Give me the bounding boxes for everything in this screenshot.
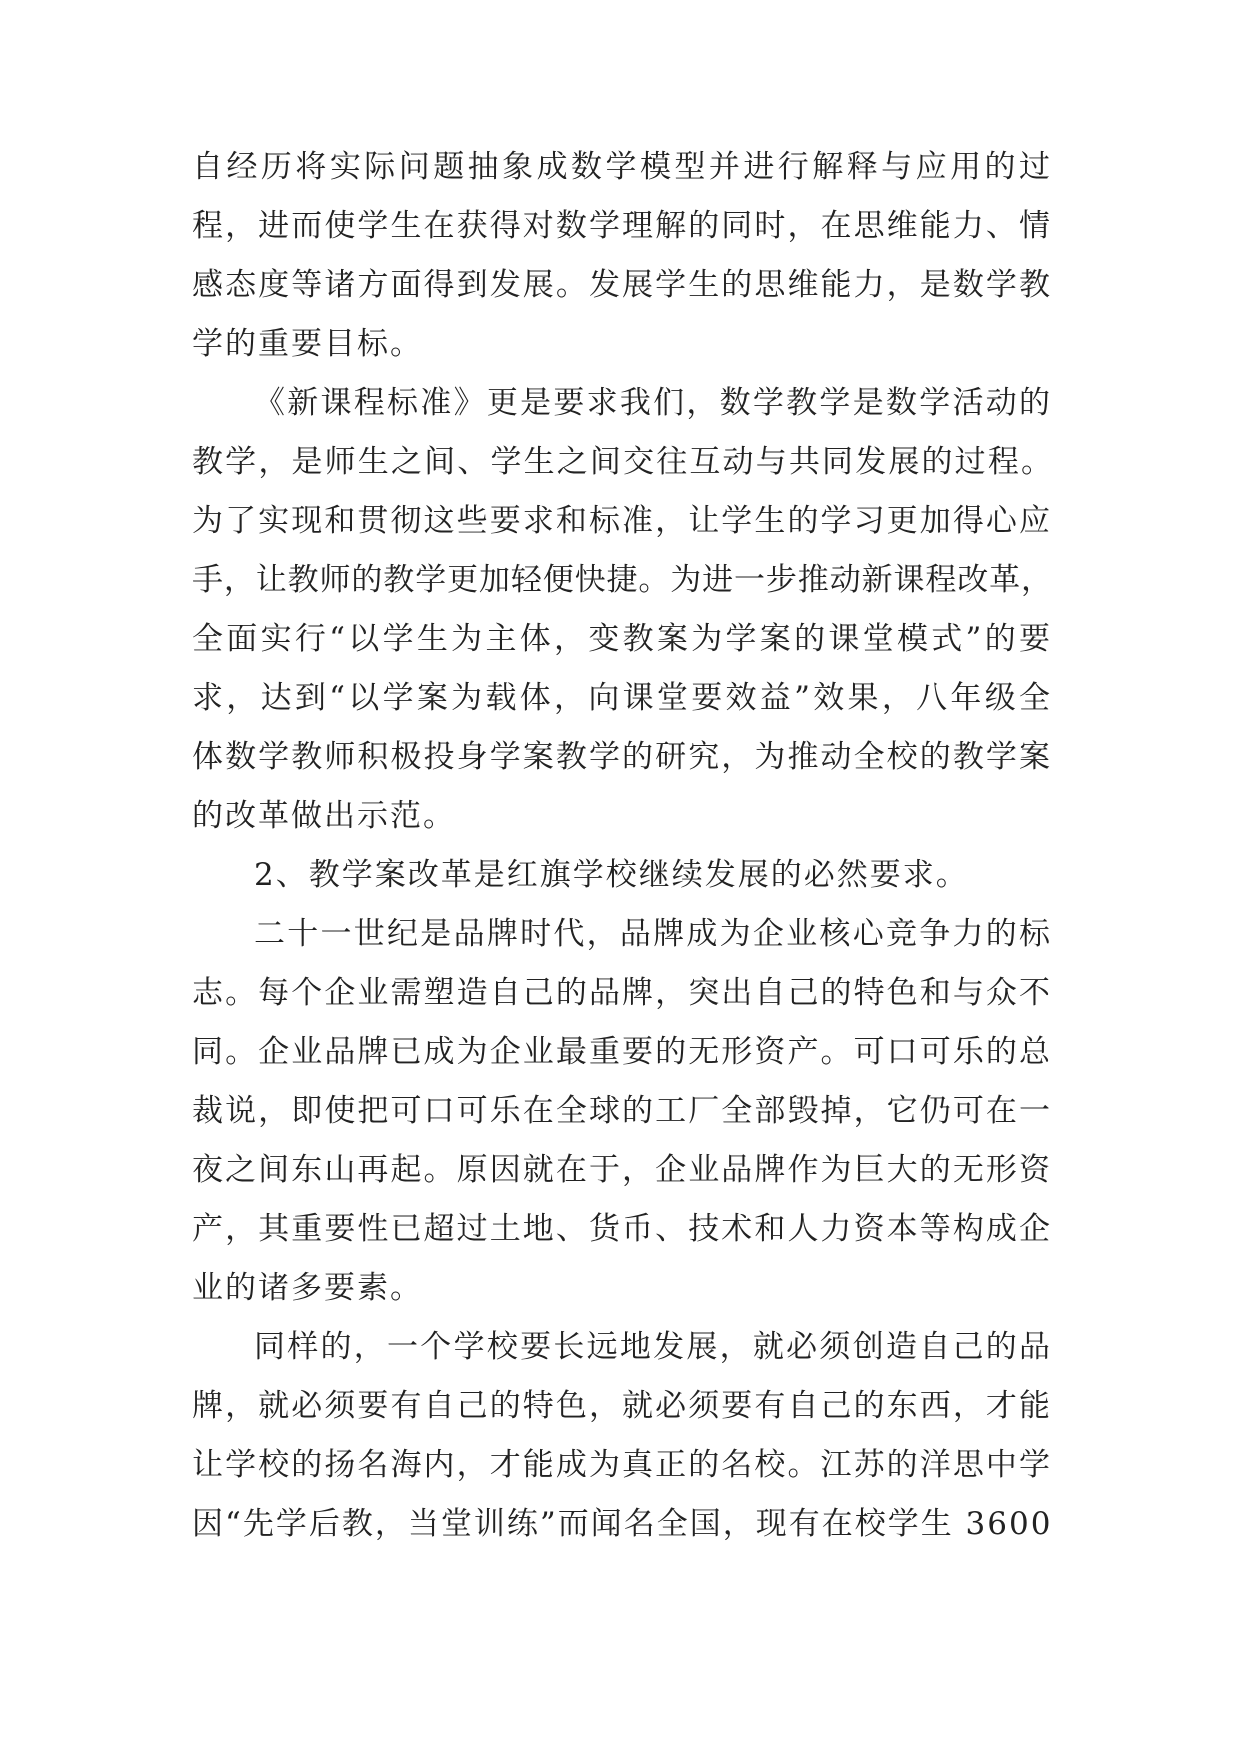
text-line: 让学校的扬名海内，才能成为真正的名校。江苏的洋思中学 [192, 1447, 1052, 1483]
text-line: 体数学教师积极投身学案教学的研究，为推动全校的教学案 [192, 739, 1052, 775]
text-line: 程，进而使学生在获得对数学理解的同时，在思维能力、情 [192, 208, 1052, 244]
text-line: 志。每个企业需塑造自己的品牌，突出自己的特色和与众不 [192, 975, 1052, 1011]
text-line: 感态度等诸方面得到发展。发展学生的思维能力，是数学教 [192, 267, 1052, 303]
text-line: 因“先学后教，当堂训练”而闻名全国，现有在校学生 3600 [192, 1506, 1053, 1542]
section-heading: 2、教学案改革是红旗学校继续发展的必然要求。 [254, 857, 969, 893]
text-line: 同。企业品牌已成为企业最重要的无形资产。可口可乐的总 [192, 1034, 1052, 1070]
text-line: 求，达到“以学案为载体，向课堂要效益”效果，八年级全 [192, 680, 1052, 716]
text-line: 学的重要目标。 [192, 326, 423, 362]
paragraph-first-line: 二十一世纪是品牌时代，品牌成为企业核心竞争力的标 [254, 916, 1052, 952]
text-line: 业的诸多要素。 [192, 1270, 423, 1306]
text-line: 夜之间东山再起。原因就在于，企业品牌作为巨大的无形资 [192, 1152, 1052, 1188]
text-line: 全面实行“以学生为主体，变教案为学案的课堂模式”的要 [192, 621, 1052, 657]
text-line: 牌，就必须要有自己的特色，就必须要有自己的东西，才能 [192, 1388, 1052, 1424]
text-line: 为了实现和贯彻这些要求和标准，让学生的学习更加得心应 [192, 503, 1052, 539]
text-line: 裁说，即使把可口可乐在全球的工厂全部毁掉，它仍可在一 [192, 1093, 1052, 1129]
paragraph-first-line: 同样的，一个学校要长远地发展，就必须创造自己的品 [254, 1329, 1052, 1365]
text-line: 产，其重要性已超过土地、货币、技术和人力资本等构成企 [192, 1211, 1052, 1247]
text-line: 教学，是师生之间、学生之间交往互动与共同发展的过程。 [192, 444, 1052, 480]
text-line: 自经历将实际问题抽象成数学模型并进行解释与应用的过 [192, 149, 1052, 185]
text-line: 手，让教师的教学更加轻便快捷。为进一步推动新课程改革， [192, 562, 1052, 598]
text-line: 的改革做出示范。 [192, 798, 456, 834]
paragraph-first-line: 《新课程标准》更是要求我们，数学教学是数学活动的 [254, 385, 1052, 421]
